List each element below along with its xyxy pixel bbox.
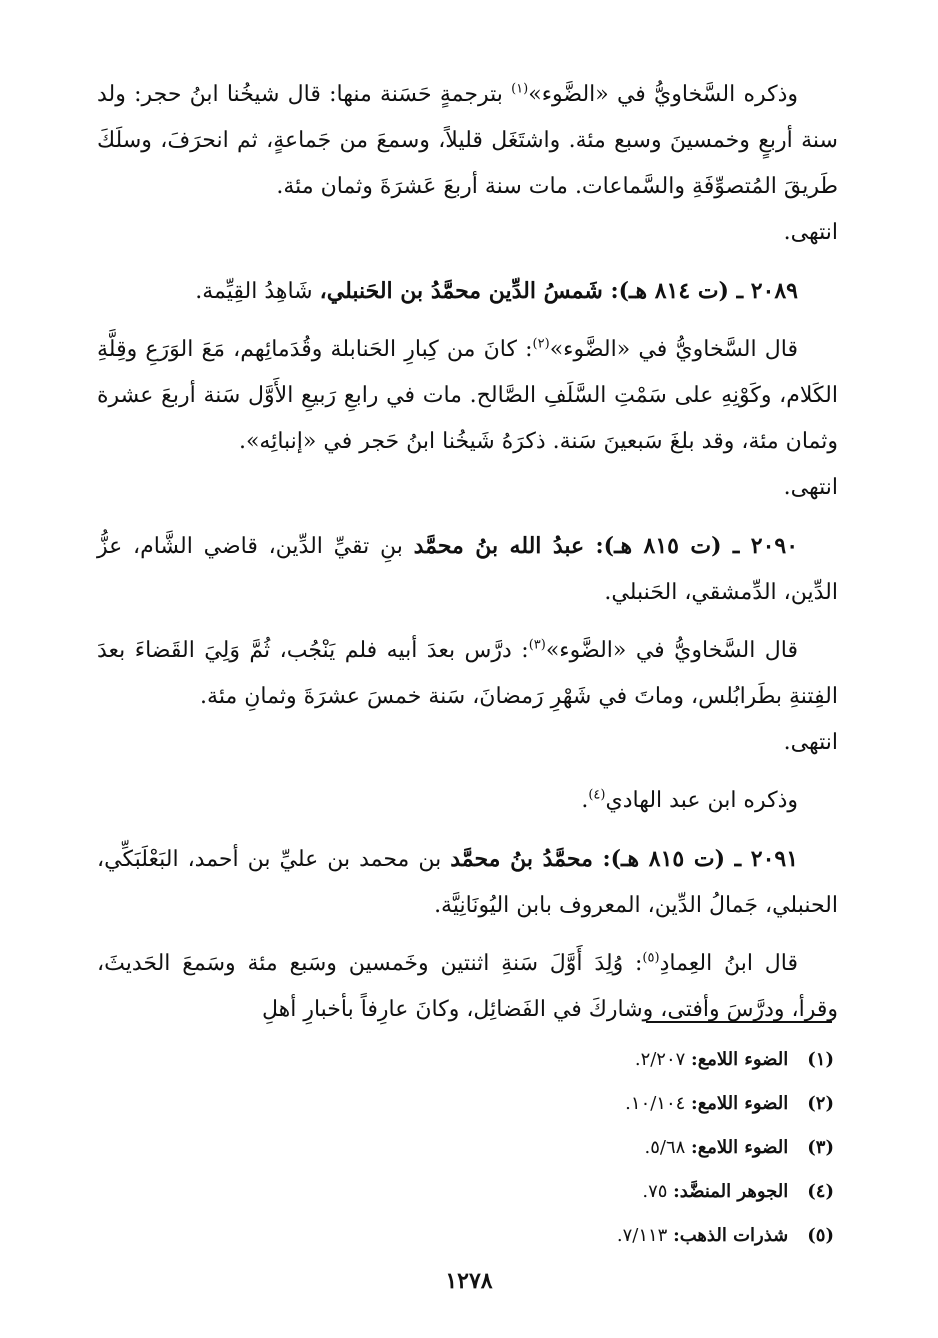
paragraph-text: قال ابنُ العِمادِ bbox=[659, 951, 798, 976]
footnote-reference: ١٠/١٠٤. bbox=[625, 1093, 686, 1114]
entry-text: بنِ تقيِّ الدِّين، قاضي الشَّام، عزُّ الدِّين، الدِّمشقي، الحَنبلي. bbox=[97, 534, 838, 605]
footnote-item bbox=[414, 1170, 834, 1214]
footnote-number: (٤) bbox=[807, 1181, 834, 1202]
paragraph-sakhawi-2 bbox=[97, 327, 838, 511]
footnote-source: الضوء اللامع: bbox=[691, 1049, 789, 1070]
end-marker: انتهى. bbox=[783, 475, 838, 500]
footnote-source: الضوء اللامع: bbox=[691, 1137, 789, 1158]
paragraph-sakhawi-1 bbox=[97, 72, 838, 256]
paragraph-sakhawi-3 bbox=[97, 628, 838, 766]
footnote-item bbox=[414, 1214, 834, 1258]
paragraph-text: : وُلِدَ أَوَّلَ سَنةِ اثنتين وخَمسين وسَبع مئة وسَمعَ الحَديثَ، وقرأ، ودرَّسَ وأفتى، وشاركَ في الفَضائِل، وكانَ عارِفاً بأخبارِ أهلِ bbox=[97, 951, 838, 1022]
page-number: ١٢٧٨ bbox=[445, 1268, 493, 1294]
footnote-source: شذرات الذهب: bbox=[673, 1225, 789, 1246]
entry-text: بن محمد بن عليِّ بن أحمد، البَعْلَبَكِّي، الحنبلي، جَمالُ الدِّين، المعروف بابن اليُونَانِيَّة. bbox=[97, 847, 838, 918]
footnote-number: (٥) bbox=[807, 1225, 834, 1246]
footnote-item bbox=[414, 1126, 834, 1170]
paragraph-text: قال السَّخاويُّ في «الضَّوء» bbox=[549, 337, 798, 362]
footnote-number: (٢) bbox=[807, 1093, 834, 1114]
footnote-reference: ٧/١١٣. bbox=[616, 1225, 668, 1246]
paragraph-text: : كانَ من كِبارِ الحَنابلة وقُدَمائِهم، مَعَ الوَرَعِ وقِلَّةِ الكَلام، وكَوْنِهِ على سَمْتِ السَّلَفِ الصَّالح. مات في رابعِ رَبيعِ الأَوَّل سَنة أربعَ عشرة وثمان مئة، وقد بلغَ سَبعينَ سَنة. ذكرَهُ شَيخُنا ابنُ حَجر في «إنبائِه». bbox=[97, 337, 838, 454]
paragraph-text: . bbox=[581, 788, 589, 813]
footnote-reference: ٢/٢٠٧. bbox=[634, 1049, 686, 1070]
footnote-marker: (١) bbox=[511, 81, 529, 97]
end-marker: انتهى. bbox=[783, 220, 838, 245]
footnote-source: الجوهر المنضَّد: bbox=[673, 1181, 789, 1202]
paragraph-text: بترجمةٍ حَسَنة منها: قال شيخُنا ابنُ حجر: ولد سنة أربعٍ وخمسينَ وسبع مئة. واشتَغَل قليلاً، وسمعَ من جَماعةٍ، ثم انحرَفَ، وسلَكَ طَريقَ المُتصوِّفَةِ والسَّماعات. مات سنة أربعَ عَشرَةَ وثمان مئة. bbox=[97, 82, 838, 199]
footnote-marker: (٢) bbox=[532, 336, 550, 352]
entry-2091 bbox=[97, 836, 838, 929]
footnote-marker: (٣) bbox=[528, 637, 546, 653]
end-marker: انتهى. bbox=[783, 730, 838, 755]
entry-2089 bbox=[97, 268, 838, 315]
paragraph-ibn-abd-alhadi bbox=[97, 778, 838, 824]
footnotes bbox=[414, 1038, 834, 1258]
footnote-marker: (٥) bbox=[642, 950, 660, 966]
entry-heading: ٢٠٩١ ـ (ت ٨١٥ هـ): محمَّدُ بنُ محمَّد bbox=[450, 846, 799, 872]
footnote-item bbox=[414, 1038, 834, 1082]
footnote-marker: (٤) bbox=[588, 787, 606, 803]
footnote-reference: ٧٥. bbox=[642, 1181, 668, 1202]
footnote-source: الضوء اللامع: bbox=[691, 1093, 789, 1114]
paragraph-text: وذكره ابن عبد الهادي bbox=[605, 788, 798, 813]
main-text bbox=[97, 72, 838, 1045]
entry-heading: ٢٠٩٠ ـ (ت ٨١٥ هـ): عبدُ الله بنُ محمَّد bbox=[413, 533, 799, 559]
footnote-item bbox=[414, 1082, 834, 1126]
paragraph-ibn-alimad bbox=[97, 941, 838, 1033]
footnote-separator bbox=[646, 1021, 832, 1023]
paragraph-text: قال السَّخاويُّ في «الضَّوء» bbox=[545, 638, 798, 663]
entry-2090 bbox=[97, 523, 838, 616]
paragraph-text: : درَّس بعدَ أبيه فلم يَنْجُب، ثُمَّ وَلِيَ القَضاءَ بعدَ الفِتنةِ بطَرابُلس، وماتَ في شَهْرِ رَمضانَ، سَنة خمسَ عشرَةَ وثمانِ مئة. bbox=[97, 638, 838, 709]
footnote-number: (١) bbox=[807, 1049, 834, 1070]
footnote-number: (٣) bbox=[807, 1137, 834, 1158]
paragraph-text: وذكره السَّخاويُّ في «الضَّوء» bbox=[528, 82, 799, 107]
entry-text: شَاهِدُ القِيِّمة. bbox=[195, 279, 320, 304]
entry-heading: ٢٠٨٩ ـ (ت ٨١٤ هـ): شَمسُ الدِّين محمَّدُ بن الحَنبلي، bbox=[319, 278, 798, 304]
footnote-reference: ٥/٦٨. bbox=[644, 1137, 686, 1158]
